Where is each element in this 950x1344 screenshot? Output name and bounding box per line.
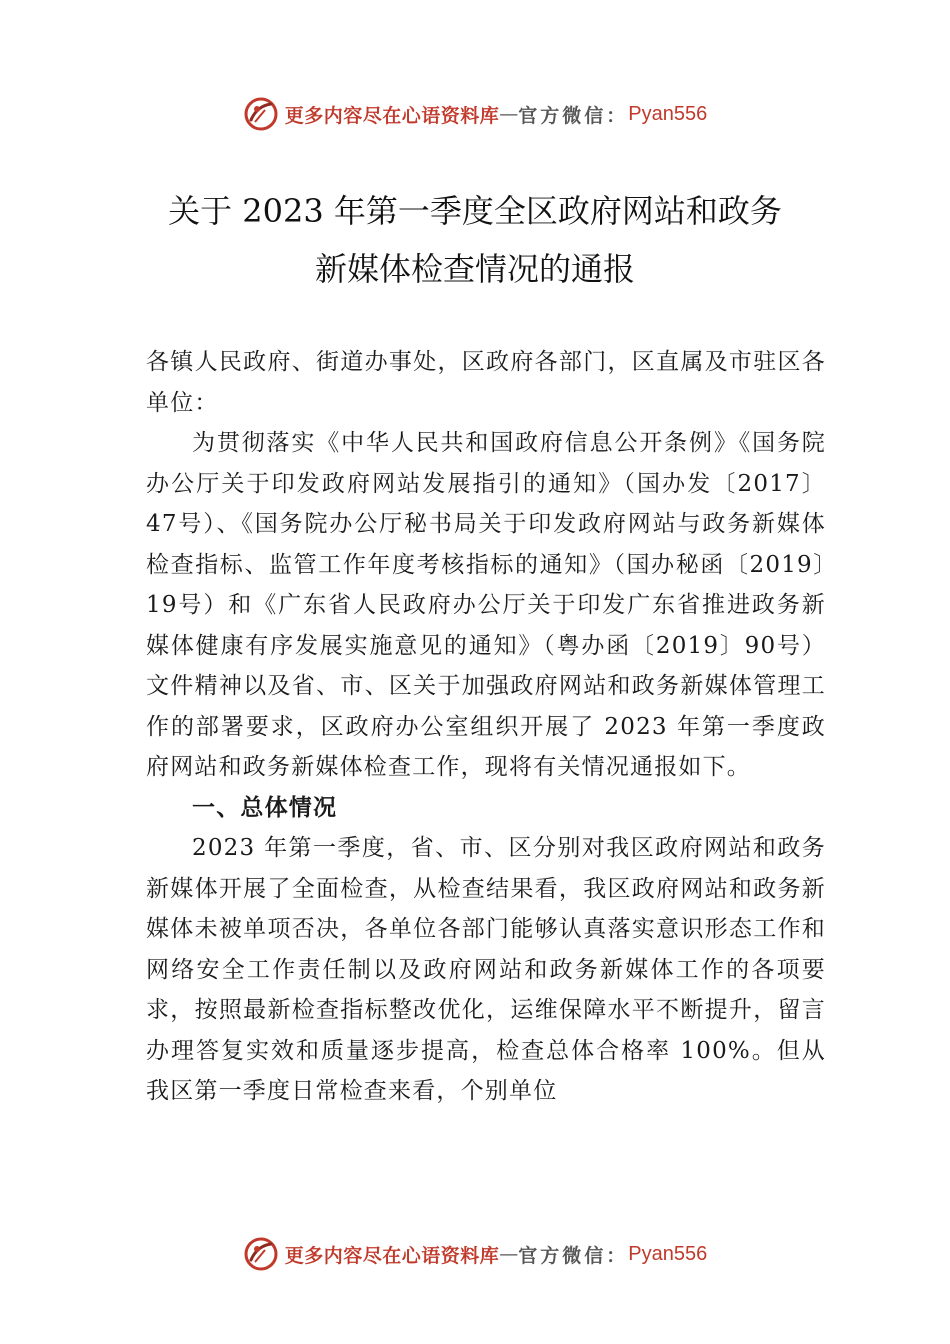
brand-text: 更多内容尽在心语资料库	[284, 104, 500, 127]
footer-banner	[0, 1234, 950, 1274]
header-banner	[0, 94, 950, 134]
document-body	[146, 342, 826, 1112]
document-title	[100, 182, 850, 298]
wechat-id: Pyan556	[628, 1242, 708, 1265]
section-heading: 一、总体情况	[192, 794, 338, 821]
intro-paragraph: 为贯彻落实《中华人民共和国政府信息公开条例》《国务院办公厅关于印发政府网站发展指引的通知》（国办发〔2017〕47号）、《国务院办公厅秘书局关于印发政府网站与政务新媒体检查指标、监管工作年度考核指标的通知》（国办秘函〔2019〕19号）和《广东省人民政府办公厅关于印发广东省推进政务新媒体健康有序发展实施意见的通知》（粤办函〔2019〕90号）文件精神以及省、市、区关于加强政府网站和政务新媒体管理工作的部署要求，区政府办公室组织开展了 2023 年第一季度政府网站和政务新媒体检查工作，现将有关情况通报如下。	[146, 430, 826, 780]
banner-separator: —	[499, 103, 519, 125]
wechat-id: Pyan556	[628, 102, 708, 125]
brush-circle-logo-icon	[243, 1236, 279, 1272]
wechat-label: 官方微信：	[518, 104, 629, 127]
banner-separator: —	[499, 1243, 519, 1265]
section-paragraph: 2023 年第一季度，省、市、区分别对我区政府网站和政务新媒体开展了全面检查，从检查结果看，我区政府网站和政务新媒体未被单项否决，各单位各部门能够认真落实意识形态工作和网络安全工作责任制以及政府网站和政务新媒体工作的各项要求，按照最新检查指标整改优化，运维保障水平不断提升，留言办理答复实效和质量逐步提高，检查总体合格率 100%。但从我区第一季度日常检查来看，个别单位	[146, 835, 826, 1104]
title-line-2: 新媒体检查情况的通报	[314, 250, 635, 288]
wechat-label: 官方微信：	[518, 1244, 629, 1267]
title-line-1: 关于 2023 年第一季度全区政府网站和政务	[168, 192, 782, 230]
brush-circle-logo-icon	[243, 96, 279, 132]
salutation: 各镇人民政府、街道办事处，区政府各部门，区直属及市驻区各单位：	[146, 349, 826, 416]
brand-text: 更多内容尽在心语资料库	[284, 1244, 500, 1267]
